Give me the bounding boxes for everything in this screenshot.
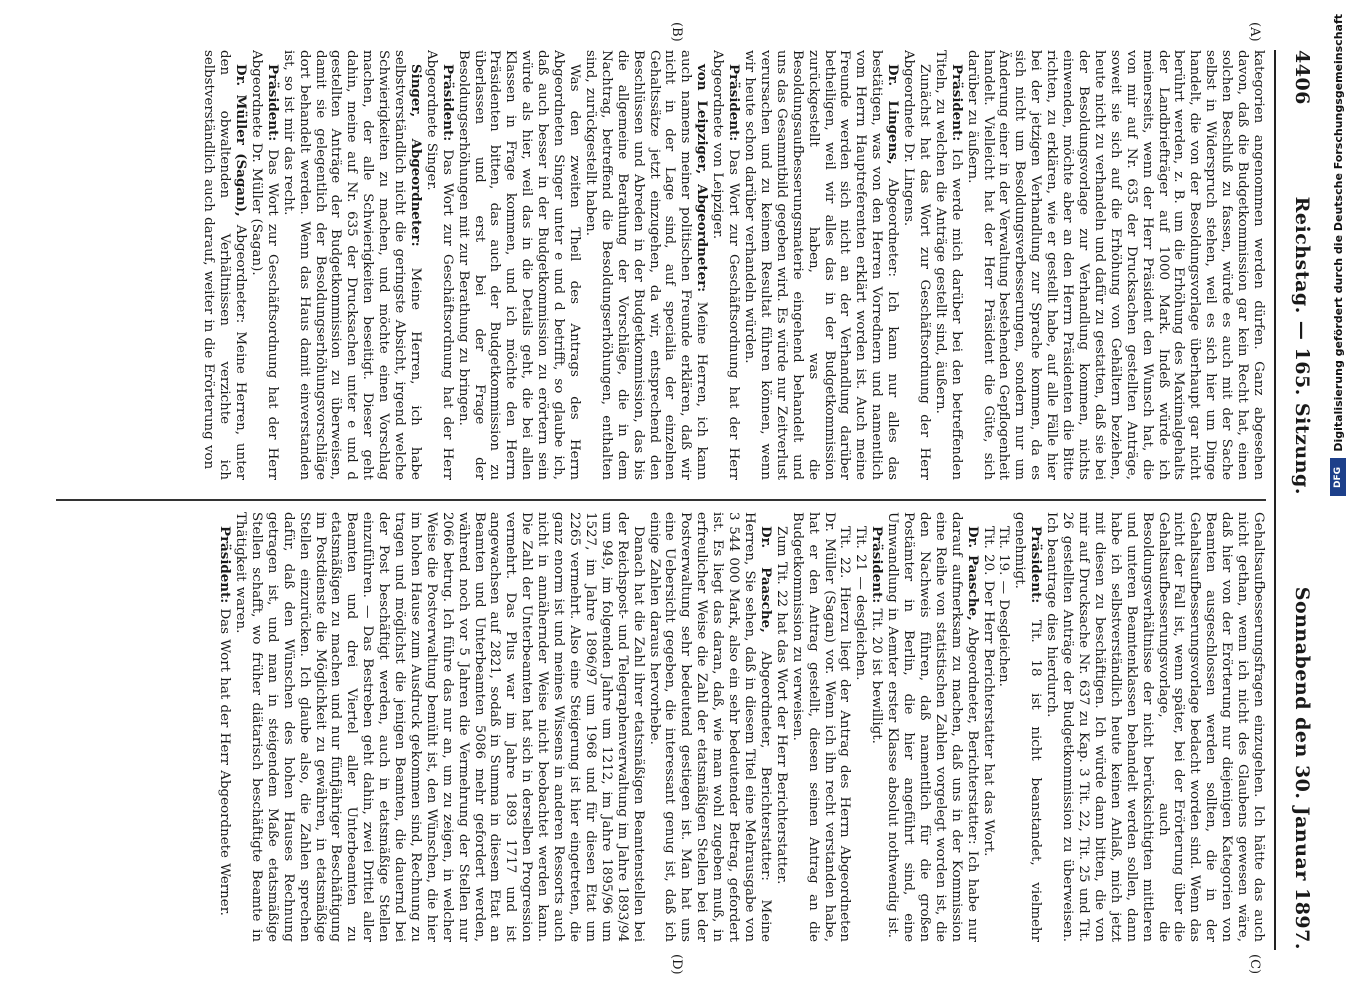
paragraph: Dr. Paasche, Abgeordneter, Berichterstatter: Ich habe nur darauf aufmerksam zu machen, daß uns in der Kommission eine Reihe von statistischen Zahlen vorgelegt worden ist, die den Nachweis führen, daß namentlich für die großen Postämter in Berlin, die hier angeführt sind, eine Umwandlung in Aemter erster Klasse absolut nothwendig ist. bbox=[885, 512, 981, 942]
paragraph: Präsident: Das Wort zur Geschäftsordnung hat der Herr Abgeordnete Dr. Müller (Sagan). bbox=[248, 50, 281, 480]
speaker-name: Singer, Abgeordneter: bbox=[407, 64, 424, 247]
session-title: Reichstag. — 165. Sitzung. bbox=[1291, 196, 1313, 495]
speaker-name: Präsident: bbox=[439, 64, 456, 142]
paragraph: Tit. 22. Hierzu liegt der Antrag des Herrn Abgeordneten Dr. Müller (Sagan) vor. Wenn ich ihn recht verstanden habe, hat er den Antrag gestellt, diesen seinen Antrag an die Budgetkommission zu verweisen. bbox=[789, 512, 853, 942]
digitization-text: Digitalisierung gefördert durch die Deutsche Forschungsgemeinschaft bbox=[1331, 14, 1345, 452]
speaker-name: Dr. Paasche, bbox=[757, 526, 774, 633]
page-header bbox=[1280, 50, 1324, 950]
speaker-name: von Leipziger, Abgeordneter: bbox=[694, 64, 711, 293]
speaker-name: Präsident: bbox=[869, 526, 886, 604]
left-column bbox=[56, 50, 1266, 480]
paragraph: Präsident: Ich werde mich darüber bei den betreffenden Titeln, zu welchen die Anträge gestellt sind, äußern. bbox=[932, 50, 965, 480]
paragraph: Tit. 21 — desgleichen. bbox=[853, 526, 869, 681]
speaker-name: Präsident: bbox=[948, 64, 965, 142]
paragraph: Präsident: Tit. 20 ist bewilligt. bbox=[869, 526, 886, 744]
paragraph: Was den zweiten Theil des Antrags des Herrn Abgeordneten Singer unter e und d betrifft, so glaube ich, daß auch besser in der Budgetkommission zu erörtern sein würde als hier, weil das in die Details geht, die bei allen Klassen in Frage kommen, und ich möchte den Herrn Präsidenten bitten, das auch der Budgetkommission zu überlassen und erst bei der Frage der Besoldungserhöhungen mit zur Berathung zu bringen. bbox=[455, 50, 583, 480]
speaker-name: Dr. Paasche, bbox=[964, 526, 981, 621]
paragraph: Präsident: Das Wort zur Geschäftsordnung hat der Herr Abgeordnete von Leipziger. bbox=[710, 50, 743, 480]
speaker-name: Präsident: bbox=[264, 64, 281, 142]
paragraph: Präsident: Das Wort hat der Herr Abgeordnete Werner. bbox=[217, 526, 234, 916]
paragraph: Danach hat die Zahl ihrer etatsmäßigen Beamtenstellen bei der Reichspost- und Telegraphenverwaltung im Jahre 1893/94 um 949, im folgenden Jahre um 1212, im Jahre 1895/96 um 1527, im Jahre 1896/97 um 1968 und für diesen Etat um 2265 vermehrt. Also eine Steigerung ist hier eingetreten, die ganz enorm ist und meines Wissens in anderen Ressorts auch nicht in annähernder Weise nicht beobachtet werden kann. Die Zahl der Unterbeamten hat sich in derselben Progression vermehrt. Das Plus war im Jahre 1893 1717 und ist angewachsen auf 2821, sodaß in Summa in diesem Etat an Beamten und Unterbeamten 5086 mehr gefordert werden, während noch vor 5 Jahren die Vermehrung der Stellen nur 2066 betrug. Ich führe das nur an, um zu zeigen, in welcher Weise die Postverwaltung bemüht ist, den Wünschen, die hier im hohen Hause zum Ausdruck gekommen sind, Rechnung zu tragen und möglichst die jenigen Beamten, die dauernd bei der Post beschäftigt werden, auch in etatsmäßige Stellen einzuführen. — Das Bestreben geht dahin, zwei Drittel aller Beamten und drei Viertel aller Unterbeamten zu etatsmäßigen zu machen und nur fünfjähriger Beschäftigung im Postdienste die Möglichkeit zu gewähren, in etatsmäßige Stellen einzurücken. Ich glaube also, die Zahlen sprechen dafür, daß den Wünschen des hohen Hauses Rechnung getragen ist, und man in steigendem Maße etatsmäßige Stellen schafft, wo früher diätarisch beschäftigte Beamte in Thätigkeit waren. bbox=[233, 512, 646, 942]
speaker-name: Dr. Müller (Sagan), bbox=[233, 64, 249, 217]
paragraph: Präsident: Das Wort zur Geschäftsordnung hat der Herr Abgeordnete Singer. bbox=[423, 50, 456, 480]
margin-marker-d: (D) bbox=[669, 954, 684, 975]
session-date: Sonnabend den 30. Januar 1897. bbox=[1291, 586, 1313, 950]
paragraph: Tit. 20. Der Herr Berichterstatter hat das Wort. bbox=[980, 526, 996, 857]
speaker-name: Dr. Lingens, bbox=[885, 64, 902, 165]
paragraph: Präsident: Tit. 18 ist nicht beanstandet, vielmehr genehmigt. bbox=[1012, 512, 1045, 942]
paragraph: Singer, Abgeordneter: Meine Herren, ich habe selbstverständlich nicht die geringste Absicht, irgend welche Schwierigkeiten zu machen, und möchte einen Vorschlag machen, der alle Schwierigkeiten beseitigt. Dieser geht dahin, meine auf Nr. 635 der Drucksachen unter e und d gestellten Anträge der Budgetkommission zu überweisen, damit sie gelegentlich der Besoldungserhöhungsvorschläge dort behandelt werden. Wenn das Haus damit einverstanden ist, so ist mir das recht. bbox=[280, 50, 424, 480]
dfg-logo-icon: DFG bbox=[1330, 458, 1346, 496]
paragraph: Zunächst hat das Wort zur Geschäftsordnung der Herr Abgeordnete Dr. Lingens. bbox=[901, 50, 932, 480]
paragraph: Dr. Lingens, Abgeordneter: Ich kann nur alles das bestätigen, was von den Herren Vorrednern und namentlich vom Herrn Hauptreferenten erklärt worden ist. Auch meine Freunde werden sich nicht an der Verhandlung darüber betheiligen, weil wir alles das in der Budgetkommission zurückgestellt haben, was die Besoldungsaufbesserungsmaterie eingehend behandelt und uns das Gesammtbild gegeben wird. Es würde nur Zeitverlust verursachen und zu keinem Resultat führen können, wenn wir heute schon darüber verhandeln würden. bbox=[742, 50, 902, 480]
paragraph: von Leipziger, Abgeordneter: Meine Herren, ich kann auch namens meiner politischen Freunde erklären, daß wir nicht in der Lage sind, auf specialia der einzelnen Gehaltssätze jetzt einzugehen, da wir, entsprechend den Beschlüssen und Abreden in der Budgetkommission, das bis die allgemeine Berathung der Vorschläge, die in dem Nachtrag, betreffend die Besoldungserhöhungen, enthalten sind, zurückgestellt haben. bbox=[582, 50, 711, 480]
paragraph: Zum Tit. 22 hat das Wort der Herr Berichterstatter. bbox=[773, 526, 789, 885]
paragraph: Gehaltsaufbesserungsfragen einzugehen. Ich hätte das auch nicht gethan, wenn ich nicht des Glaubens gewesen wäre, daß hier von der Erörterung nur diejenigen Kategorien von Beamten ausgeschlossen werden sollten, die in der Gehaltsaufbesserungsvorlage bedacht worden sind. Wenn das nicht der Fall ist, wenn später, bei der Erörterung über die Gehaltsaufbesserungsvorlage, auch die Besoldungsverhältnisse der nicht berücksichtigten mittleren und unteren Beamtenklassen behandelt werden sollen, dann habe ich selbstverständlich heute keinen Anlaß, mich jetzt mit diesen zu beschäftigen. Ich würde dann bitten, die von mir auf Drucksache Nr. 637 zu Kap. 3 Tit. 22, Tit. 25 und Tit. 26 gestellten Anträge der Budgetkommission zu überweisen. Ich beantrage dies hierdurch. bbox=[1044, 512, 1266, 942]
margin-marker-b: (B) bbox=[669, 22, 684, 42]
speaker-name: Präsident: bbox=[1028, 526, 1045, 604]
speaker-name: Präsident: bbox=[217, 526, 234, 604]
rotated-page bbox=[44, 22, 1324, 975]
column-divider bbox=[56, 499, 1266, 501]
paragraph: Dr. Paasche, Abgeordneter, Berichterstatter: Meine Herren, Sie sehen, daß in diesem Titel eine Mehrausgabe von 3 544 000 Mark, also ein sehr bedeutender Betrag, gefordert ist. Es liegt das daran, daß, wie man wohl zugeben muß, in erfreulicher Weise die Zahl der etatsmäßigen Stellen bei der Postverwaltung sehr bedeutend gestiegen ist. Man hat uns eine Uebersicht gegeben, die interessant genug ist, daß ich einige Zahlen daraus hervorhebe. bbox=[646, 512, 774, 942]
speaker-name: Präsident: bbox=[726, 64, 743, 142]
header-rule bbox=[1274, 50, 1276, 950]
right-column bbox=[56, 512, 1266, 942]
paragraph: Tit. 19. — Desgleichen. bbox=[996, 526, 1012, 687]
margin-marker-c: (C) bbox=[1247, 954, 1262, 975]
paragraph: kategorien angenommen werden dürfen. Ganz abgesehen davon, daß die Budgetkommission gar kein Recht hat, einen solchen Beschluß zu fassen, würde es auch mit der Sache selbst in Widerspruch stehen, weil es sich hier um Dinge handelt, die von der Besoldungsvorlage überhaupt gar nicht berührt werden, z. B. um die Erhöhung des Maximalgehalts der Landbriefträger auf 1000 Mark. Indeß würde ich meinerseits, wenn der Herr Präsident den Wunsch hat, die von mir auf Nr. 635 der Drucksachen gestellten Anträge, soweit sie sich auf die Erhöhung von Gehältern beziehen, heute nicht zu verhandeln und dafür zu gestatten, daß sie bei der Besoldungsvorlage zur Verhandlung kommen, nichts einwenden, möchte aber an den Herrn Präsidenten die Bitte richten, zu erklären, wie er gestellt habe, auf alle Fälle hier bei der jetzigen Verhandlung zur Sprache kommen, da es sich nicht um Besoldungsverbesserungen, sondern nur um Änderung einer in der Verwaltung bestehenden Gepflogenheit handelt. Vielleicht hat der Herr Präsident die Güte, sich darüber zu äußern. bbox=[964, 50, 1266, 480]
digitization-note bbox=[1327, 14, 1349, 934]
paragraph: Dr. Müller (Sagan), Abgeordneter: Meine Herren, unter den obwaltenden Verhältnissen verzichte ich selbstverständlich auch darauf, weiter in die Erörterung von bbox=[201, 50, 249, 480]
margin-marker-a: (A) bbox=[1247, 22, 1262, 42]
page-number: 4406 bbox=[1291, 50, 1313, 105]
